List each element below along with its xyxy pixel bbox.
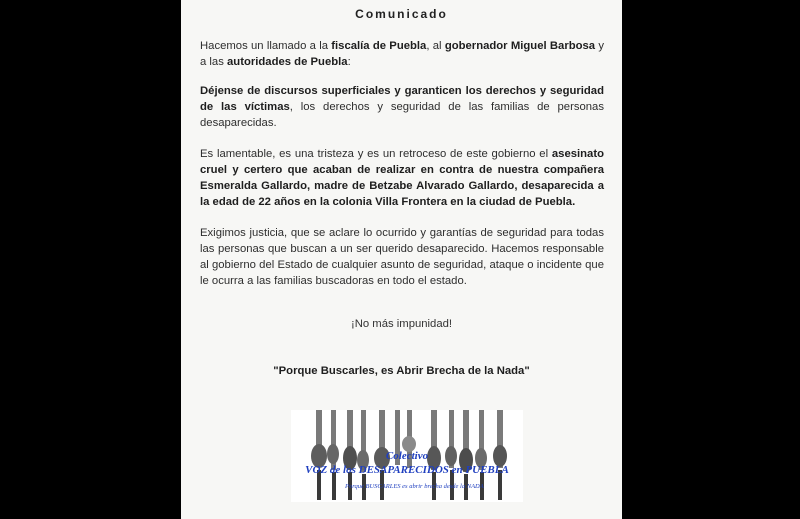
slogan-no-impunity: ¡No más impunidad! — [350, 318, 453, 330]
logo-collective-name: VOZ de los DESAPARECIDOS en PUEBLA — [305, 464, 509, 476]
paragraph-justice-demand: Exigimos justicia, que se aclare lo ocurrido y garantías de seguridad para todas las personas que buscan a un ser querido desaparecido. Hacemos responsable al gobierno del Estado de cualquier asunto de seguridad, ataque o incidente que le ocurra a las familias buscadoras en todo el estado. — [200, 227, 604, 287]
paragraph-demands: Déjense de discursos superficiales y garanticen los derechos y seguridad de las víctimas, los derechos y seguridad de las familias de personas desaparecidas. — [200, 85, 604, 129]
paragraph-murder-report: Es lamentable, es una tristeza y es un retroceso de este gobierno el asesinato cruel y certero que acaban de realizar en contra de nuestra compañera Esmeralda Gallardo, madre de Betzabe Alvarado Gallardo, desaparecida a la edad de 22 años en la colonia Villa Frontera en la ciudad de Puebla. — [200, 148, 604, 208]
document-title: Comunicado — [355, 7, 448, 21]
collective-logo — [291, 410, 523, 502]
paragraph-call-to-authorities: Hacemos un llamado a la fiscalía de Puebla, al gobernador Miguel Barbosa y a las autoridades de Puebla: — [200, 40, 605, 68]
slogan-motto: "Porque Buscarles, es Abrir Brecha de la Nada" — [273, 365, 530, 377]
logo-motto: Porque BUSCARLES es abrir brecha desde la NADA — [345, 483, 484, 490]
logo-collective-label: Colectivo — [385, 450, 429, 462]
document-page — [181, 0, 622, 519]
